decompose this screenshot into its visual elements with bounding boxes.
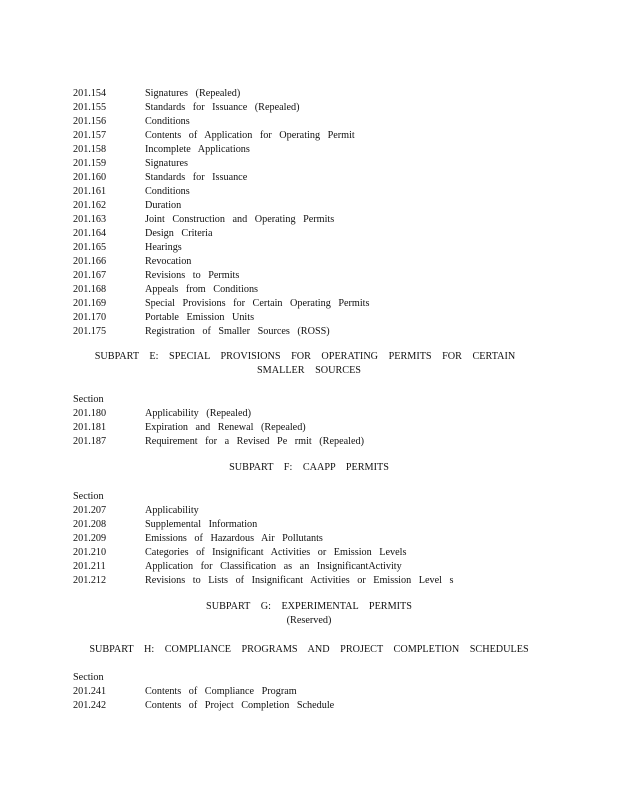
section-number: 201.156 — [73, 116, 107, 127]
section-number: 201.241 — [73, 686, 107, 697]
section-title: Supplemental Information — [145, 519, 258, 530]
section-row — [73, 685, 593, 699]
section-row — [73, 199, 593, 213]
section-number: 201.187 — [73, 436, 107, 447]
section-title: Emissions of Hazardous Air Pollutants — [145, 533, 323, 544]
section-title: Portable Emission Units — [145, 312, 255, 323]
section-row — [73, 699, 593, 713]
section-title: Contents of Application for Operating Permit — [145, 130, 355, 141]
section-title: Design Criteria — [145, 228, 213, 239]
subpart-g-heading: SUBPART G: EXPERIMENTAL PERMITS — [206, 601, 412, 612]
section-number: 201.165 — [73, 242, 107, 253]
section-row — [73, 101, 593, 115]
subpart-f-heading: SUBPART F: CAAPP PERMITS — [229, 462, 389, 473]
section-title: Standards for Issuance (Repealed) — [145, 102, 300, 113]
section-label: Section — [73, 491, 104, 502]
section-number: 201.161 — [73, 186, 107, 197]
section-number: 201.158 — [73, 144, 107, 155]
section-title: Revisions to Lists of Insignificant Activities or Emission Level s — [145, 575, 454, 586]
section-title: Special Provisions for Certain Operating Permits — [145, 298, 370, 309]
section-number: 201.169 — [73, 298, 107, 309]
section-row — [73, 129, 593, 143]
subpart-e-heading-line2: SMALLER SOURCES — [257, 365, 361, 376]
section-row — [73, 185, 593, 199]
section-list-subpart-h — [73, 671, 593, 713]
section-row — [73, 157, 593, 171]
section-number: 201.207 — [73, 505, 107, 516]
section-row — [73, 574, 593, 588]
section-number: 201.155 — [73, 102, 107, 113]
subpart-h-heading: SUBPART H: COMPLIANCE PROGRAMS AND PROJECT COMPLETION SCHEDULES — [89, 644, 529, 655]
section-row — [73, 87, 593, 101]
section-title: Standards for Issuance — [145, 172, 248, 183]
section-number: 201.181 — [73, 422, 107, 433]
section-number: 201.166 — [73, 256, 107, 267]
section-row — [73, 435, 593, 449]
section-number: 201.164 — [73, 228, 107, 239]
section-title: Contents of Project Completion Schedule — [145, 700, 335, 711]
section-row — [73, 546, 593, 560]
section-number: 201.154 — [73, 88, 107, 99]
section-row — [73, 227, 593, 241]
section-title: Categories of Insignificant Activities or Emission Levels — [145, 547, 407, 558]
section-row — [73, 504, 593, 518]
section-row — [73, 421, 593, 435]
section-title: Applicability — [145, 505, 199, 516]
section-row — [73, 143, 593, 157]
section-row — [73, 311, 593, 325]
section-list-group1 — [73, 87, 593, 339]
section-title: Contents of Compliance Program — [145, 686, 297, 697]
section-number: 201.167 — [73, 270, 107, 281]
section-number: 201.175 — [73, 326, 107, 337]
section-title: Hearings — [145, 242, 182, 253]
section-row — [73, 241, 593, 255]
section-title: Expiration and Renewal (Repealed) — [145, 422, 306, 433]
subpart-e-heading-line1: SUBPART E: SPECIAL PROVISIONS FOR OPERATING PERMITS FOR CERTAIN — [94, 351, 516, 362]
section-title: Revisions to Permits — [145, 270, 240, 281]
section-number: 201.162 — [73, 200, 107, 211]
section-title: Application for Classification as an InsignificantActivity — [145, 561, 402, 572]
section-title: Applicability (Repealed) — [145, 408, 251, 419]
section-number: 201.242 — [73, 700, 107, 711]
section-row — [73, 255, 593, 269]
section-label: Section — [73, 394, 104, 405]
section-number: 201.210 — [73, 547, 107, 558]
section-row — [73, 297, 593, 311]
section-row — [73, 325, 593, 339]
section-number: 201.170 — [73, 312, 107, 323]
section-list-subpart-e — [73, 393, 593, 449]
section-number: 201.157 — [73, 130, 107, 141]
section-number: 201.212 — [73, 575, 107, 586]
section-row — [73, 532, 593, 546]
section-title: Incomplete Applications — [145, 144, 250, 155]
section-row — [73, 560, 593, 574]
section-number: 201.208 — [73, 519, 107, 530]
section-title: Signatures (Repealed) — [145, 88, 241, 99]
section-title: Conditions — [145, 116, 190, 127]
section-number: 201.180 — [73, 408, 107, 419]
section-number: 201.160 — [73, 172, 107, 183]
section-number: 201.163 — [73, 214, 107, 225]
section-row — [73, 171, 593, 185]
section-row — [73, 518, 593, 532]
section-number: 201.168 — [73, 284, 107, 295]
section-title: Registration of Smaller Sources (ROSS) — [145, 326, 330, 337]
section-title: Requirement for a Revised Pe rmit (Repealed) — [145, 436, 364, 447]
section-number: 201.211 — [73, 561, 106, 572]
section-row — [73, 115, 593, 129]
section-title: Appeals from Conditions — [145, 284, 258, 295]
section-title: Conditions — [145, 186, 190, 197]
section-row — [73, 213, 593, 227]
section-list-subpart-f — [73, 490, 593, 588]
section-title: Revocation — [145, 256, 192, 267]
section-row — [73, 269, 593, 283]
subpart-g-reserved: (Reserved) — [286, 615, 332, 626]
section-row — [73, 283, 593, 297]
section-title: Duration — [145, 200, 182, 211]
section-title: Signatures — [145, 158, 189, 169]
section-title: Joint Construction and Operating Permits — [145, 214, 335, 225]
section-row — [73, 407, 593, 421]
section-number: 201.159 — [73, 158, 107, 169]
section-number: 201.209 — [73, 533, 107, 544]
section-label: Section — [73, 672, 104, 683]
